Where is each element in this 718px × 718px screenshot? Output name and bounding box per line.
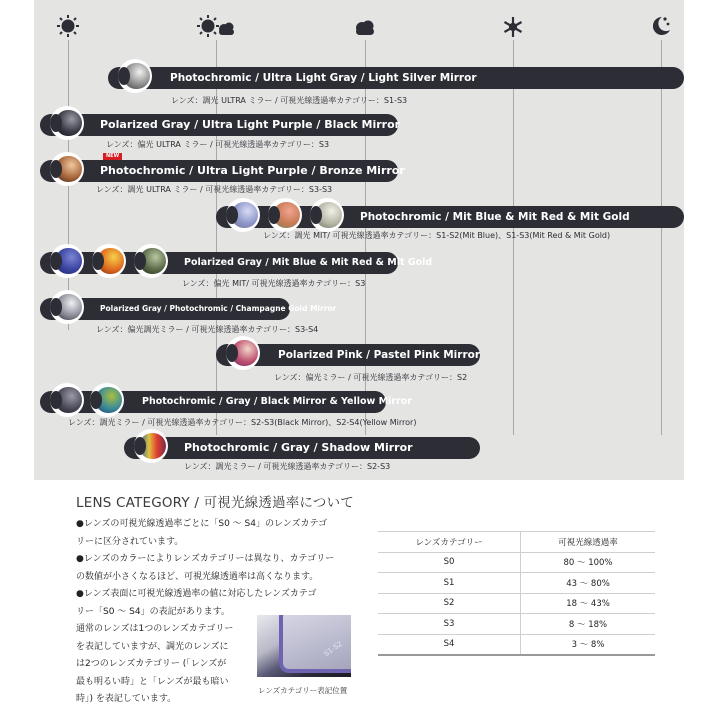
lens-title: Photochromic / Gray / Black Mirror & Yellow Mirror xyxy=(142,396,412,407)
lens-title: Photochromic / Ultra Light Gray / Light Silver Mirror xyxy=(170,72,477,84)
lens-title: Polarized Gray / Ultra Light Purple / Black Mirror xyxy=(100,118,401,131)
info-line: は2つのレンズカテゴリー (「レンズが xyxy=(76,659,227,669)
lens-title: Polarized Gray / Mit Blue & Mit Red & Mit Gold xyxy=(184,257,433,268)
info-line: ●レンズの可視光線透過率ごとに「S0 ～ S4」のレンズカテゴ xyxy=(76,519,328,529)
lens-swatch xyxy=(226,198,260,232)
lens-row-bar xyxy=(40,160,405,182)
lens-category-info xyxy=(66,485,362,511)
table-cell: S0 xyxy=(378,552,521,573)
lens-title: Photochromic / Mit Blue & Mit Red & Mit Gold xyxy=(360,211,630,223)
photo-mark-text: S1-S2 xyxy=(322,639,344,659)
lens-title: Polarized Gray / Photochromic / Champagne Gold Mirror xyxy=(100,304,337,313)
lens-swatch xyxy=(92,244,126,278)
table-cell: 18 ～ 43% xyxy=(521,593,656,614)
lens-row-bar xyxy=(124,437,480,459)
table-cell: 3 ～ 8% xyxy=(521,634,656,655)
table-cell: S1 xyxy=(378,573,521,594)
info-line: ●レンズ表面に可視光線透過率の値に対応したレンズカテゴ xyxy=(76,589,317,599)
table-row xyxy=(378,634,655,655)
lens-swatch xyxy=(50,106,84,140)
cloud-icon xyxy=(353,16,377,40)
info-line: の数値が小さくなるほど、可視光線透過率は高くなります。 xyxy=(76,571,319,582)
table-cell: S2 xyxy=(378,593,521,614)
lens-spec: レンズ：偏光調光ミラー / 可視光線透過率カテゴリー：S3-S4 xyxy=(96,325,319,334)
guide-line-night xyxy=(661,40,662,435)
lens-swatch xyxy=(134,244,168,278)
section-title: LENS CATEGORY / 可視光線透過率について xyxy=(76,495,355,511)
lens-spec: レンズ：偏光 MIT/ 可視光線透過率カテゴリー：S3 xyxy=(182,279,366,288)
info-paragraph xyxy=(76,516,366,709)
table-row xyxy=(378,552,655,573)
lens-swatch xyxy=(310,198,344,232)
info-line: リーに区分されています。 xyxy=(76,536,184,547)
lens-swatch xyxy=(268,198,302,232)
info-line: ●レンズのカラーによりレンズカテゴリーは異なり、カテゴリー xyxy=(76,554,335,564)
lens-swatch xyxy=(90,383,124,417)
snowflake-icon xyxy=(501,15,525,39)
lens-swatch xyxy=(50,383,84,417)
lens-row-bar xyxy=(40,114,401,136)
lens-row-bar xyxy=(108,67,684,89)
table-header: レンズカテゴリー xyxy=(378,532,521,553)
lens-title: Photochromic / Ultra Light Purple / Bronze Mirror xyxy=(100,164,405,177)
lens-swatch xyxy=(118,59,152,93)
lens-spec: レンズ：調光 ULTRA ミラー / 可視光線透過率カテゴリー：S3-S3 xyxy=(96,185,333,194)
table-cell: S4 xyxy=(378,634,521,655)
lens-weather-chart xyxy=(34,0,684,480)
lens-swatch xyxy=(50,290,84,324)
lens-spec: レンズ：偏光 ULTRA ミラー / 可視光線透過率カテゴリー：S3 xyxy=(106,140,330,149)
sun-icon xyxy=(56,14,80,38)
moon-stars-icon xyxy=(649,14,673,38)
lens-category-table xyxy=(378,531,655,656)
lens-swatch xyxy=(50,244,84,278)
lens-spec: レンズ：調光 MIT/ 可視光線透過率カテゴリー：S1-S2(Mit Blue)、S1-S3(Mit Red & Mit Gold) xyxy=(263,231,611,240)
info-line: 時」) を表記しています。 xyxy=(76,694,177,704)
table-cell: 8 ～ 18% xyxy=(521,614,656,635)
table-row xyxy=(378,614,655,635)
table-header: 可視光線透過率 xyxy=(521,532,656,553)
table-row xyxy=(378,593,655,614)
sun-cloud-icon xyxy=(196,14,236,38)
lens-swatch xyxy=(134,429,168,463)
info-line: 最も明るい時」と「レンズが最も暗い xyxy=(76,676,229,687)
info-line: を表記していますが、調光のレンズに xyxy=(76,641,229,652)
table-cell: 80 ～ 100% xyxy=(521,552,656,573)
info-line: リー「S0 ～ S4」の表記があります。 xyxy=(76,606,230,617)
table-header-row xyxy=(378,532,655,553)
lens-title: Polarized Pink / Pastel Pink Mirror xyxy=(278,349,481,361)
table-row xyxy=(378,573,655,594)
lens-swatch xyxy=(50,152,84,186)
lens-category-marking-photo xyxy=(257,615,351,677)
lens-spec: レンズ：調光ミラー / 可視光線透過率カテゴリー：S2-S3 xyxy=(184,462,391,471)
new-badge: NEW xyxy=(103,153,122,160)
photo-caption: レンズカテゴリー表記位置 xyxy=(258,686,348,695)
table-cell: 43 ～ 80% xyxy=(521,573,656,594)
lens-swatch xyxy=(226,336,260,370)
table-cell: S3 xyxy=(378,614,521,635)
lens-spec: レンズ：偏光ミラー / 可視光線透過率カテゴリー：S2 xyxy=(274,373,468,382)
lens-spec: レンズ：調光 ULTRA ミラー / 可視光線透過率カテゴリー：S1-S3 xyxy=(171,96,408,105)
lens-title: Photochromic / Gray / Shadow Mirror xyxy=(184,441,413,454)
lens-spec: レンズ：調光ミラー / 可視光線透過率カテゴリー：S2-S3(Black Mirror)、S2-S4(Yellow Mirror) xyxy=(68,418,417,427)
info-line: 通常のレンズは1つのレンズカテゴリー xyxy=(76,624,234,634)
